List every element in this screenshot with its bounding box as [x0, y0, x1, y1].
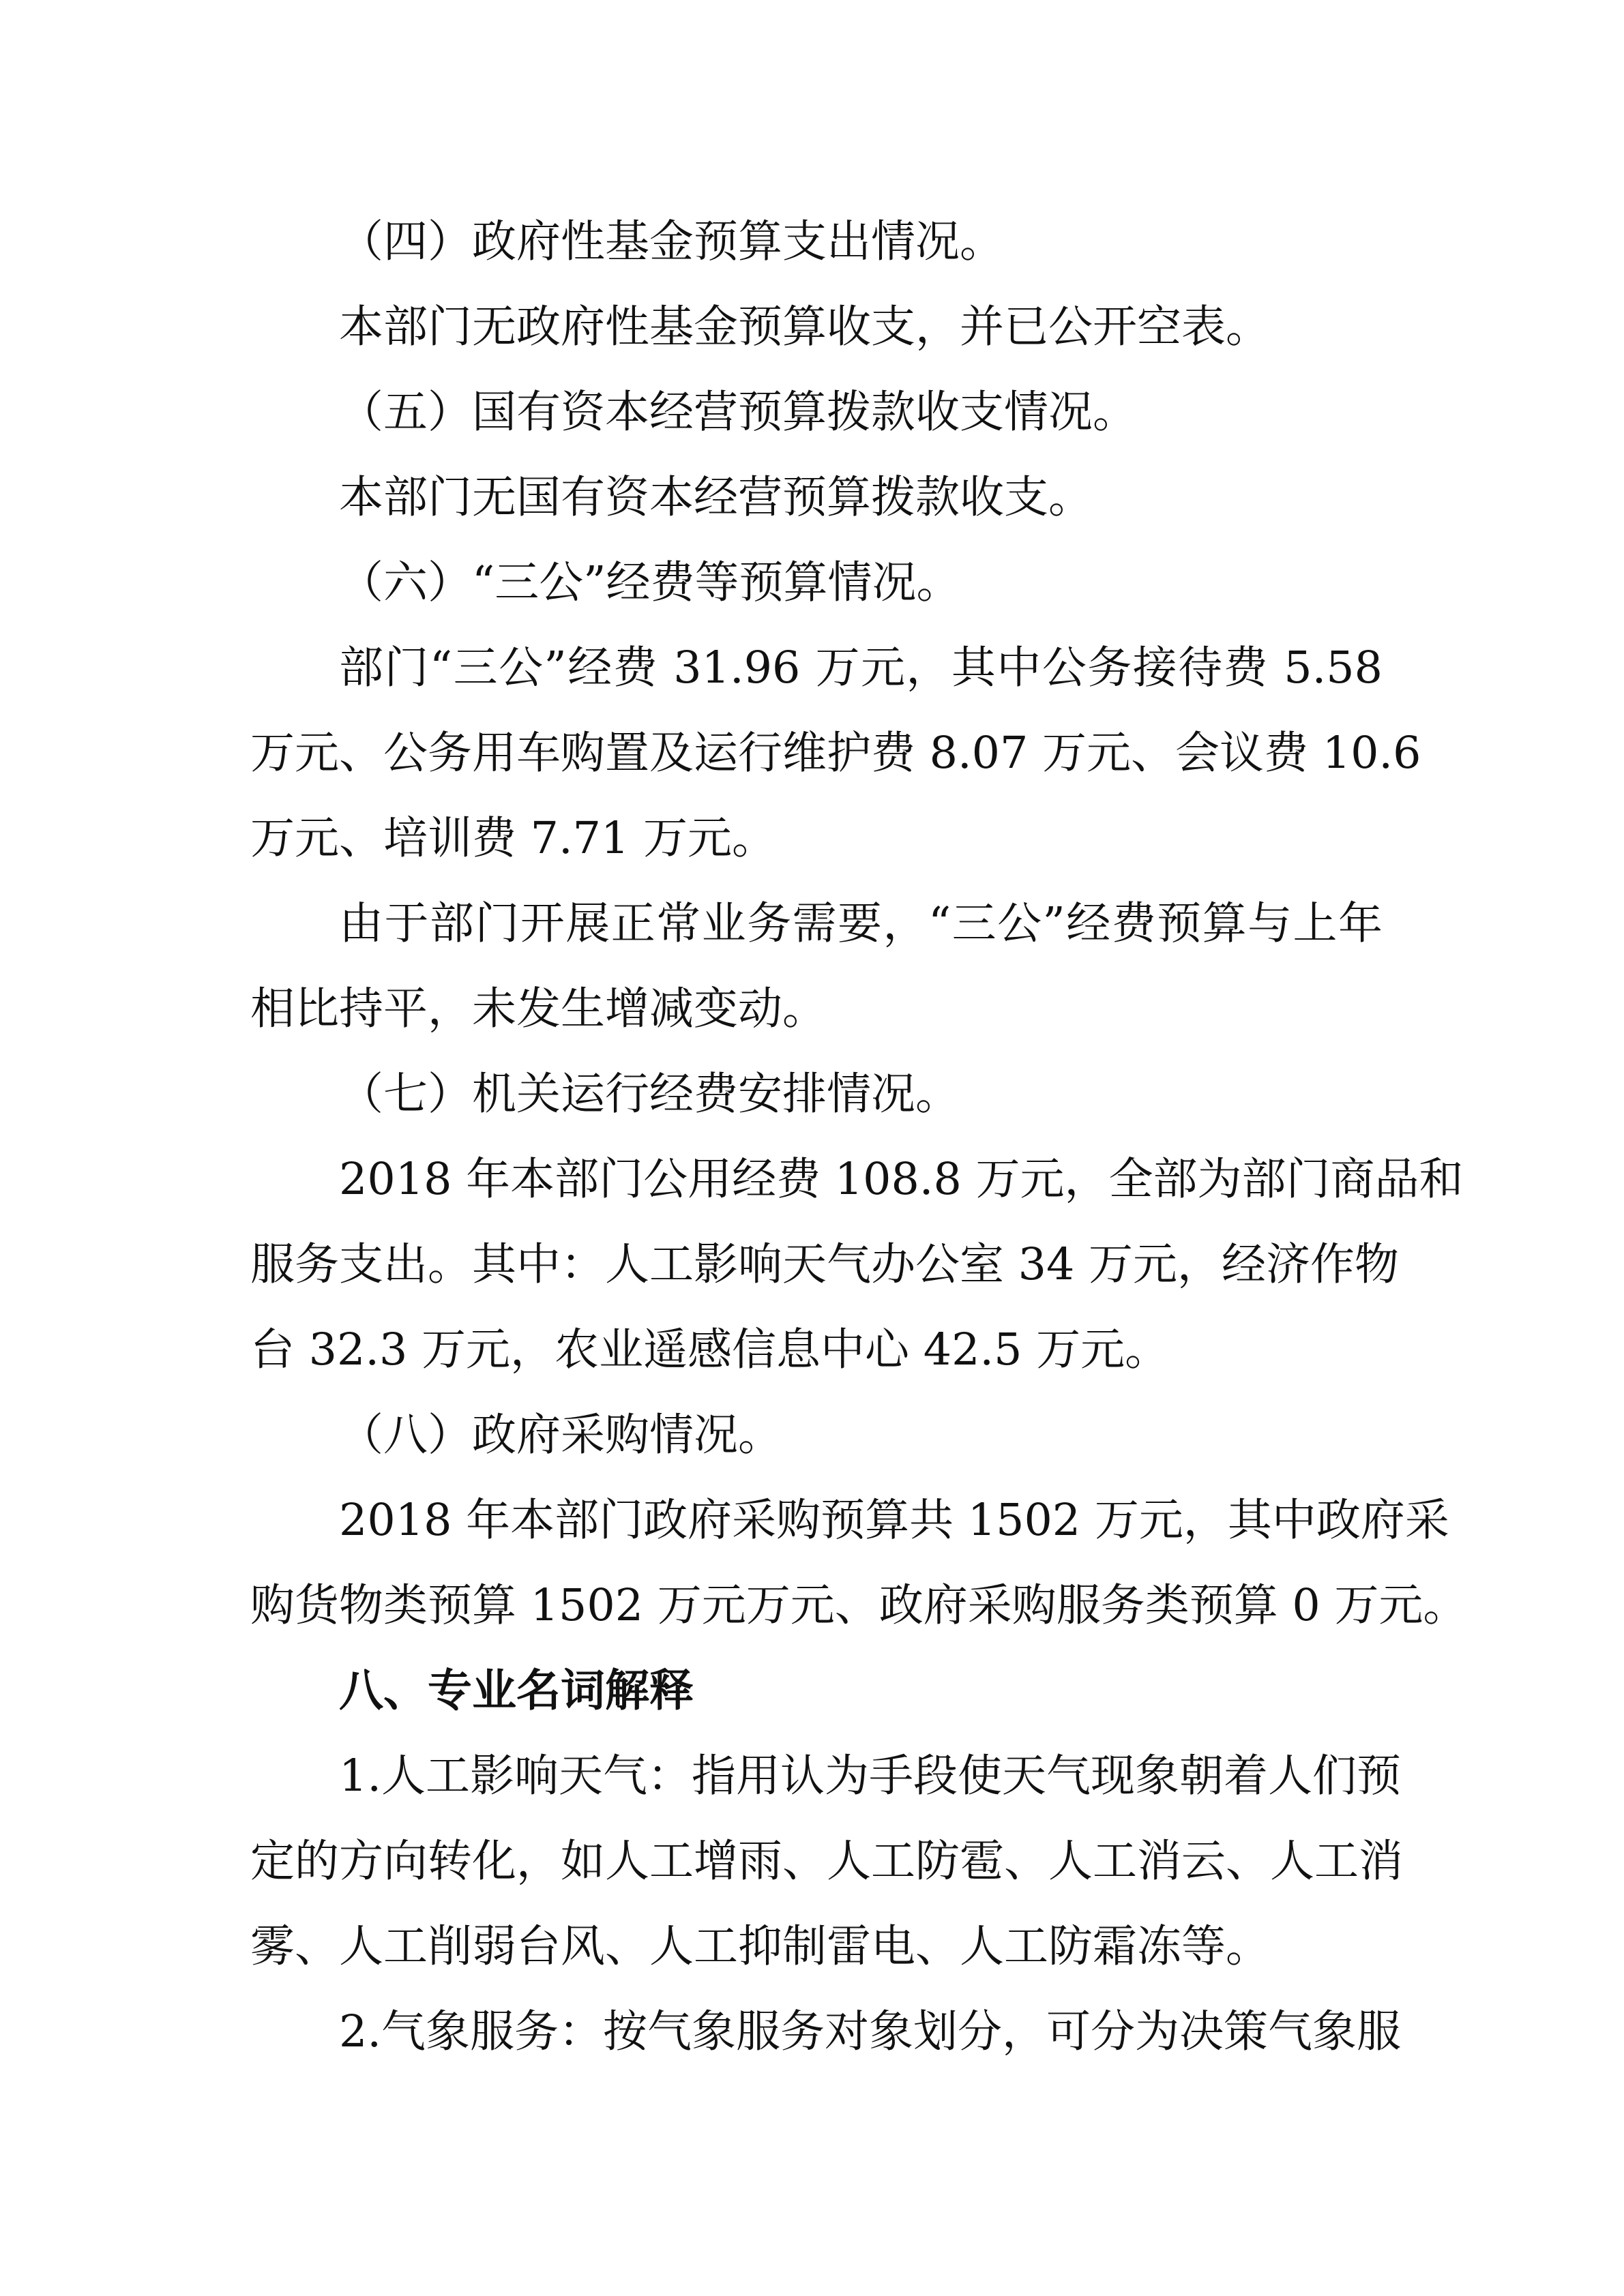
paragraph-line: 2018 年本部门政府采购预算共 1502 万元，其中政府采 [339, 1495, 1449, 1546]
paragraph-line: 服务支出。其中：人工影响天气办公室 34 万元，经济作物 [250, 1239, 1400, 1290]
section-heading-4: （四）政府性基金预算支出情况。 [339, 216, 1005, 267]
section-heading-5: （五）国有资本经营预算拨款收支情况。 [339, 387, 1138, 438]
paragraph-line: 2018 年本部门公用经费 108.8 万元，全部为部门商品和 [339, 1154, 1464, 1205]
section-heading-8: （八）政府采购情况。 [339, 1410, 783, 1461]
paragraph-line: 相比持平，未发生增减变动。 [250, 983, 827, 1034]
paragraph-line: 购货物类预算 1502 万元万元、政府采购服务类预算 0 万元。 [250, 1580, 1468, 1631]
paragraph-line: 定的方向转化，如人工增雨、人工防雹、人工消云、人工消 [250, 1836, 1404, 1887]
section-heading-6: （六）“三公”经费等预算情况。 [339, 557, 961, 608]
paragraph-line: 2.气象服务：按气象服务对象划分，可分为决策气象服 [339, 2006, 1402, 2057]
paragraph-line: 台 32.3 万元，农业遥感信息中心 42.5 万元。 [250, 1324, 1170, 1375]
section-heading-7: （七）机关运行经费安排情况。 [339, 1069, 960, 1120]
paragraph-line: 万元、公务用车购置及运行维护费 8.07 万元、会议费 10.6 [250, 728, 1421, 779]
paragraph-line: 由于部门开展正常业务需要，“三公”经费预算与上年 [339, 898, 1383, 949]
paragraph-line: 1.人工影响天气：指用认为手段使天气现象朝着人们预 [339, 1750, 1402, 1802]
paragraph-line: 部门“三公”经费 31.96 万元，其中公务接待费 5.58 [339, 642, 1383, 694]
paragraph-line: 本部门无政府性基金预算收支，并已公开空表。 [339, 301, 1271, 353]
paragraph-line: 万元、培训费 7.71 万元。 [250, 813, 777, 864]
chapter-heading: 八、专业名词解释 [339, 1665, 694, 1716]
paragraph-line: 雾、人工削弱台风、人工抑制雷电、人工防霜冻等。 [250, 1921, 1271, 1972]
paragraph-line: 本部门无国有资本经营预算拨款收支。 [339, 472, 1093, 523]
